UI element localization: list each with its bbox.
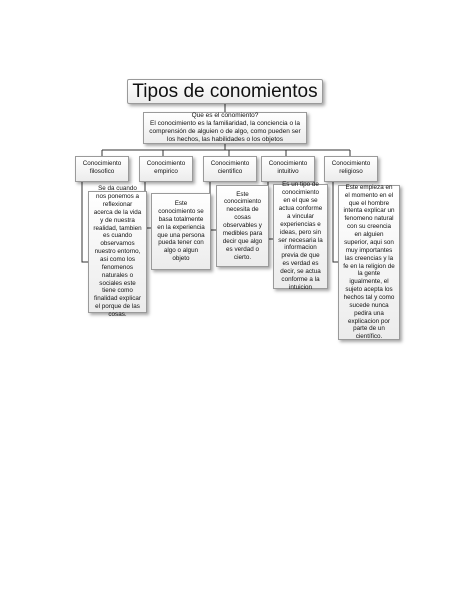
category-box-filosofico: [75, 156, 129, 182]
category-label: Conocimiento cientifico: [210, 160, 250, 175]
category-description: Es un tipo de conocimiento en el que se actua conforme a vincular experiencias e ideas, pero sin ser necesaria la informacion previa de que es verdad es decir, se actua conforme a la intuicion: [278, 181, 323, 291]
category-label: Conocimiento intuitivo: [268, 160, 308, 175]
description-box-cientifico: [216, 185, 269, 267]
category-box-cientifico: [203, 156, 257, 182]
question-answer: El conocimiento es la familiaridad, la conciencia o la comprensión de alguien o de algo, como pueden ser los hechos, las habilidades o los objetos: [149, 119, 301, 144]
diagram-title: Tipos de conomientos: [132, 81, 318, 102]
description-box-religioso: [338, 185, 400, 340]
category-label: Conocimiento filosofico: [82, 160, 122, 175]
question-box: [143, 112, 307, 144]
category-description: Este conocimiento se basa totalmente en la experiencia que una persona pueda tener con algo o algun objeto: [157, 200, 205, 263]
category-label: Conocimiento empirico: [146, 160, 186, 175]
category-label: Conocimiento religioso: [331, 160, 371, 175]
category-description: Este empieza en el momento en el que el hombre intenta explicar un fenomeno natural con su creencia en alguien superior, aqui son muy importantes las creencias y la fe en la religion de la gente igualmente, el sujeto acepta los hechos tal y como sucede nunca pedira una explicacion por parte de un científico.: [343, 183, 395, 341]
description-box-filosofico: [88, 185, 147, 318]
category-description: Este conocimiento necesita de cosas observables y medibles para decir que algo es verdad o cierto.: [222, 190, 263, 261]
category-description: Se da cuando nos ponemos a reflexionar acerca de la vida y de nuestra realidad, tambien es cuando observamos nuestro entorno, asi como los fenomenos naturales o sociales este tiene como finalidad explicar el porque de las cosas.: [93, 185, 142, 318]
category-box-intuitivo: [261, 156, 315, 182]
description-box-intuitivo: [273, 181, 328, 291]
description-box-empirico: [151, 193, 211, 270]
title-box: [127, 79, 323, 104]
category-box-empirico: [139, 156, 193, 182]
category-box-religioso: [324, 156, 378, 182]
question-heading: Que es el conomiento?: [191, 111, 259, 119]
